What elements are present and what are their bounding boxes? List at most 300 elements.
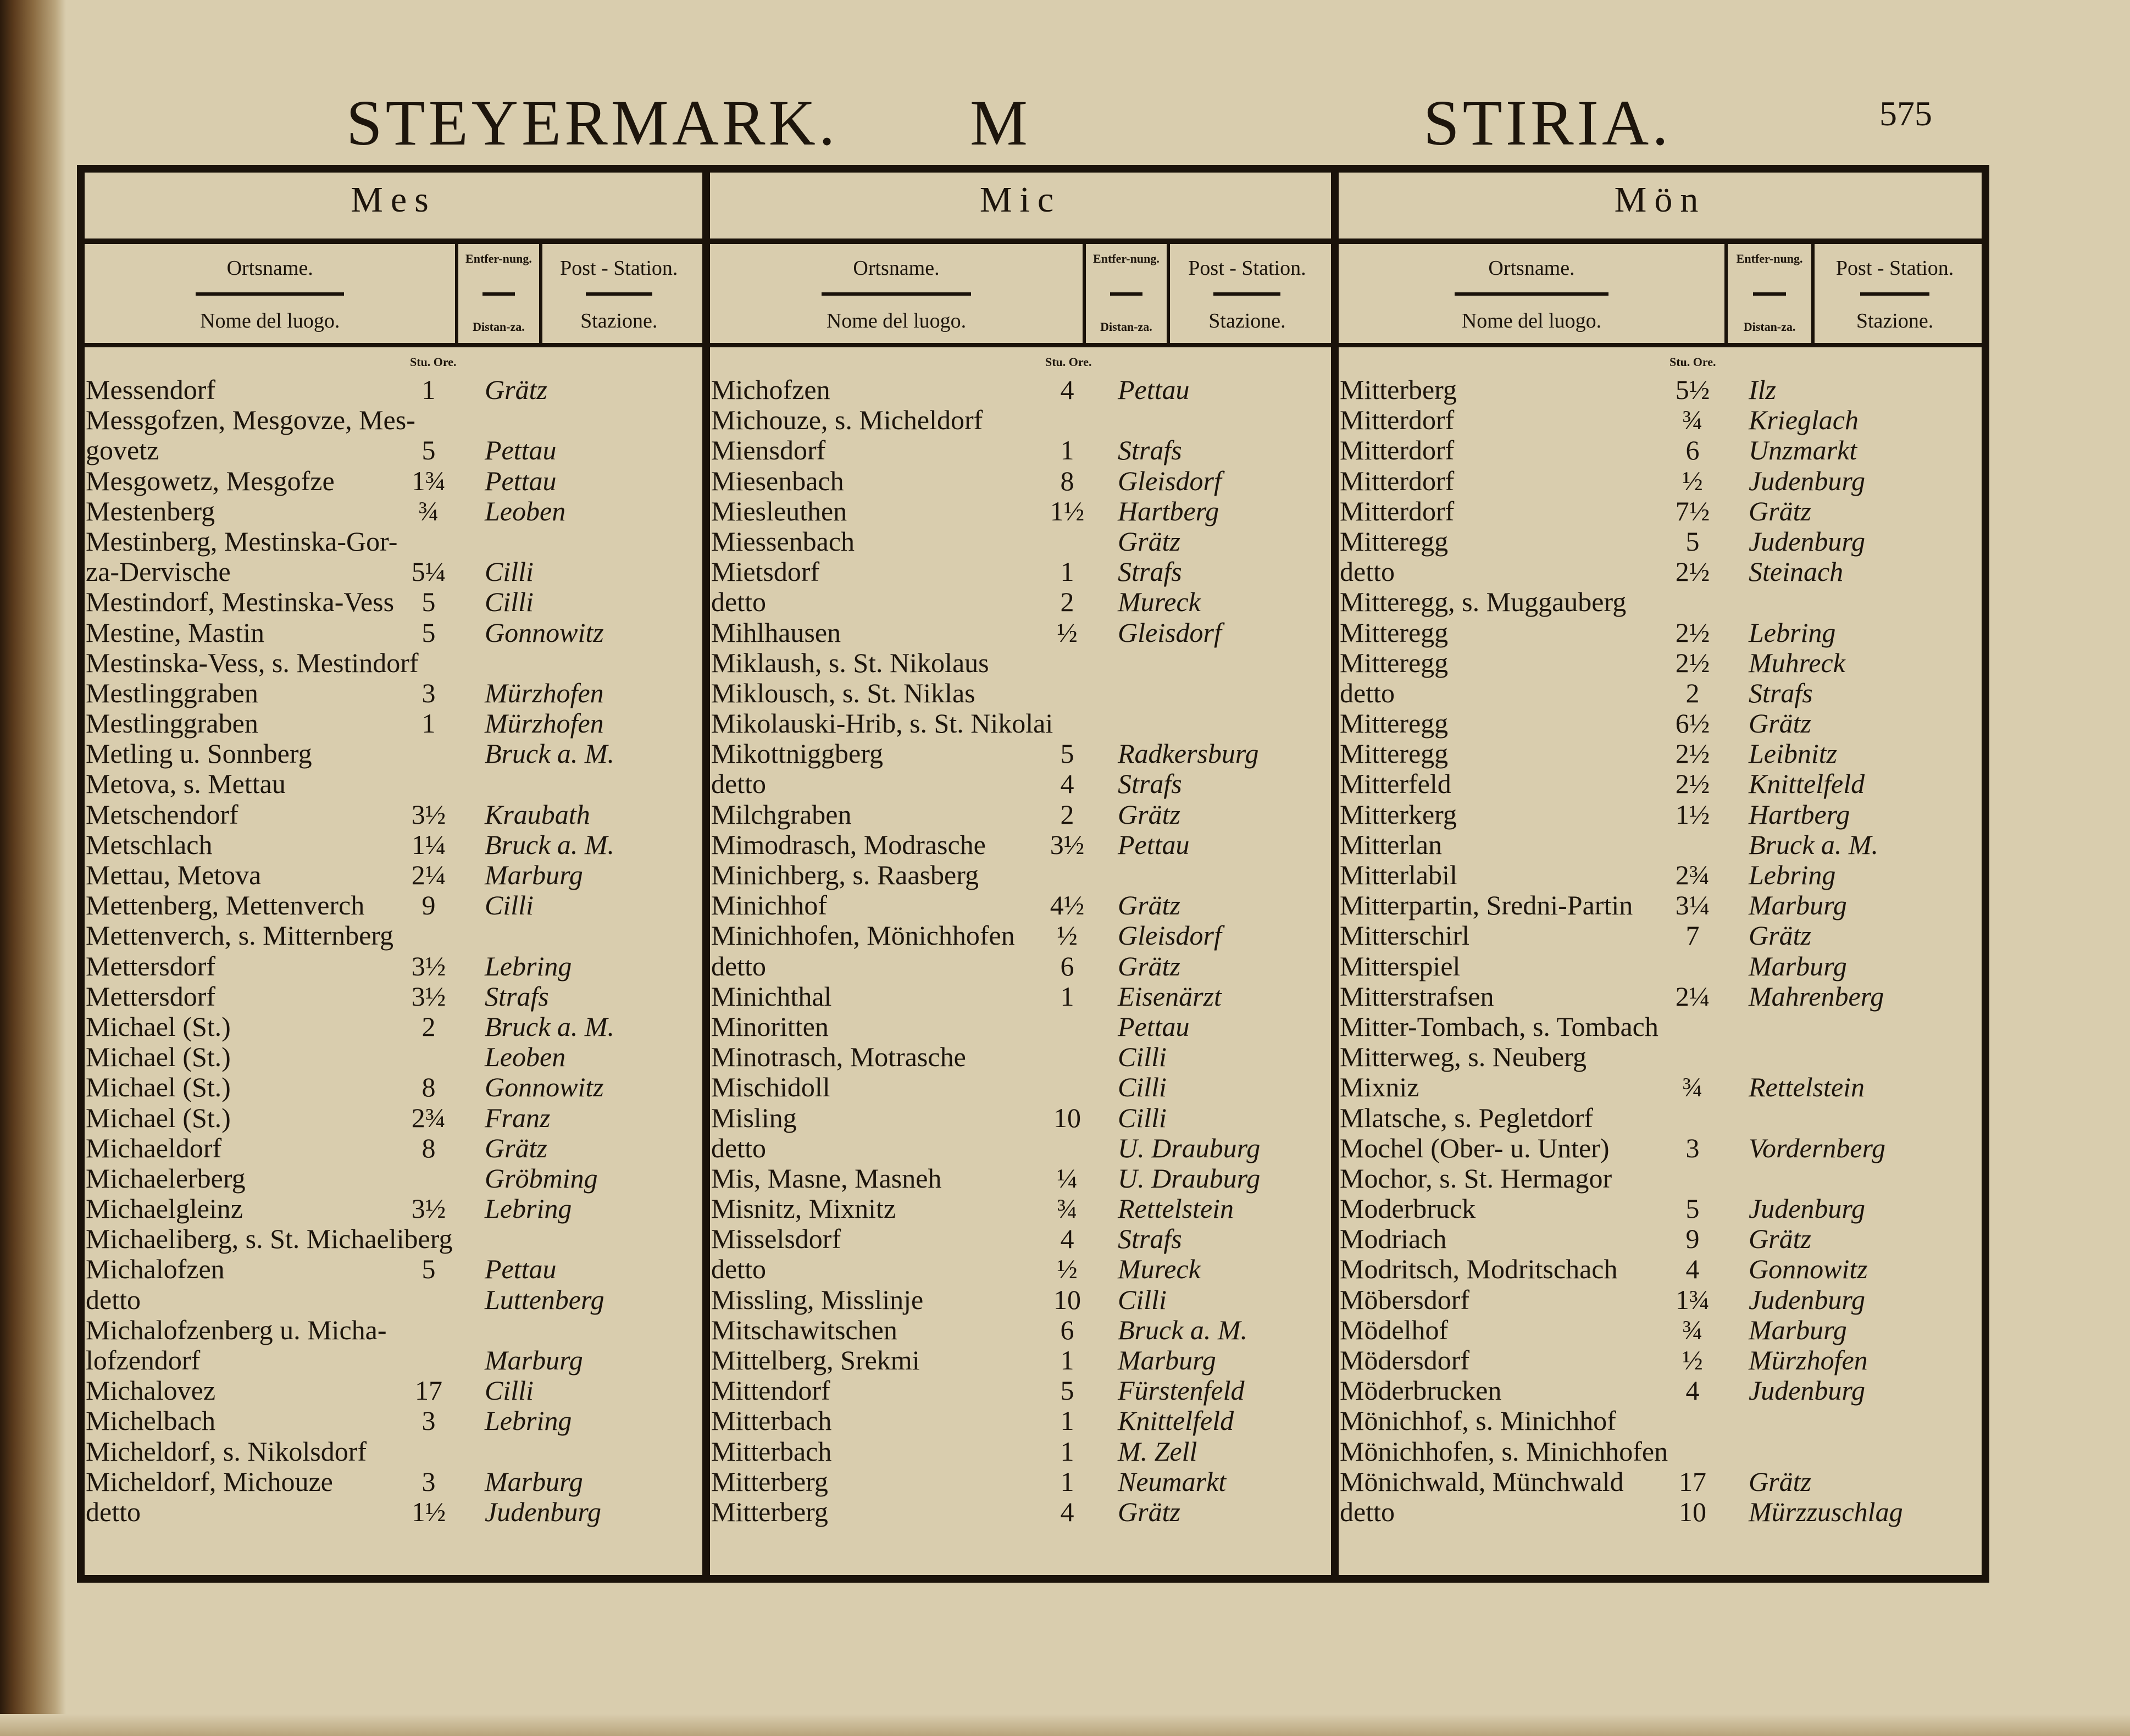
distance-value: 2 [421, 1011, 436, 1042]
place-name: Mönichhofen, s. Minichhofen [1340, 1435, 1668, 1467]
distance-value: 3½ [411, 950, 446, 981]
post-station: Cilli [485, 1375, 534, 1406]
distance-value: 3 [421, 1466, 436, 1497]
place-name: Mödersdorf [1340, 1345, 1470, 1376]
place-name: Michael (St.) [86, 1072, 231, 1103]
post-station: Marburg [485, 1466, 583, 1497]
place-name: Mönichhof, s. Minichhof [1340, 1405, 1616, 1437]
place-name: Mestinberg, Mestinska-Gor- [86, 525, 398, 557]
distance-value: 10 [1053, 1284, 1081, 1315]
place-name: Modritsch, Modritschach [1340, 1254, 1618, 1285]
table-header [1339, 239, 1982, 347]
post-station: Pettau [1118, 1011, 1190, 1042]
place-name: Mixniz [1340, 1072, 1419, 1103]
table-row [85, 708, 702, 739]
place-name: Mischidoll [711, 1072, 830, 1103]
place-name: detto [1340, 677, 1395, 708]
post-station: Lebring [485, 1405, 572, 1437]
table-row [1339, 951, 1982, 981]
post-station: Gonnowitz [1749, 1254, 1868, 1285]
place-name: Mimodrasch, Modrasche [711, 829, 986, 860]
distance-value: 2½ [1675, 617, 1710, 648]
distance-value: 1½ [1050, 495, 1085, 526]
place-name: Miensdorf [711, 435, 826, 466]
place-name: Michouze, s. Micheldorf [711, 404, 983, 436]
distance-value: 6 [1685, 435, 1700, 466]
table-row [85, 526, 702, 557]
place-name: Modriach [1340, 1223, 1447, 1255]
distance-value: 5 [421, 617, 436, 648]
place-name: Mlatsche, s. Pegletdorf [1340, 1102, 1594, 1133]
table-row [710, 951, 1331, 981]
place-name: Micheldorf, Michouze [86, 1466, 333, 1497]
unit-label: Stu. Ore. [410, 355, 457, 369]
post-station: Bruck a. M. [1118, 1314, 1248, 1345]
table-row [710, 1406, 1331, 1436]
unit-label-row [710, 347, 1331, 375]
distance-value: 2¼ [411, 859, 446, 890]
distance-value: 1 [1060, 1435, 1074, 1467]
post-station: Cilli [1118, 1072, 1167, 1103]
header-dist-it: Distan-za. [473, 320, 525, 334]
distance-value: 4 [1060, 1223, 1074, 1255]
table-row [85, 951, 702, 981]
post-station: Strafs [1118, 556, 1182, 587]
table-row [1339, 1194, 1982, 1224]
table-row [710, 739, 1331, 769]
distance-value: 4 [1685, 1375, 1700, 1406]
post-station: Lebring [1749, 859, 1836, 890]
post-station: Lebring [1749, 617, 1836, 648]
distance-value: 3 [421, 677, 436, 708]
header-divider [1455, 292, 1609, 296]
place-name: Milchgraben [711, 798, 852, 830]
table-row [710, 435, 1331, 465]
table-row [710, 1072, 1331, 1102]
book-binding [0, 0, 66, 1736]
table-row [85, 830, 702, 860]
table-row [1339, 1072, 1982, 1102]
place-name: Miklousch, s. St. Niklas [711, 677, 975, 708]
table-row [1339, 1103, 1982, 1133]
post-station: Marburg [485, 859, 583, 890]
post-station: Mureck [1118, 586, 1201, 618]
post-station: Marburg [1749, 950, 1847, 981]
distance-value: 4½ [1050, 890, 1085, 921]
post-station: Bruck a. M. [1749, 829, 1879, 860]
post-station: Leoben [485, 495, 566, 526]
table-row [1339, 618, 1982, 648]
table-row [85, 1224, 702, 1254]
table-row [85, 618, 702, 648]
header-divider [822, 292, 970, 296]
table-row [710, 466, 1331, 496]
post-station: Bruck a. M. [485, 738, 615, 769]
entries-list [85, 375, 702, 1527]
distance-value: 6 [1060, 950, 1074, 981]
place-name: Messgofzen, Mesgovze, Mes- [86, 404, 415, 436]
header-name-de: Ortsname. [1488, 257, 1575, 280]
header-divider [1753, 292, 1787, 296]
table-row [85, 860, 702, 890]
table-row [1339, 1042, 1982, 1072]
post-station: Cilli [1118, 1284, 1167, 1315]
place-name: Metschendorf [86, 798, 238, 830]
table-row [85, 375, 702, 405]
place-name: Mönichwald, Münchwald [1340, 1466, 1624, 1497]
place-name: Mitterlan [1340, 829, 1443, 860]
table-row [85, 587, 702, 617]
table-row [85, 1133, 702, 1163]
header-distance [1083, 244, 1170, 343]
post-station: Hartberg [1118, 495, 1219, 526]
post-station: Pettau [1118, 829, 1190, 860]
place-name: Möderbrucken [1340, 1375, 1502, 1406]
distance-value: 2¾ [1675, 859, 1710, 890]
place-name: Mitteregg, s. Muggauberg [1340, 586, 1627, 618]
table-row [710, 1103, 1331, 1133]
table-row [1339, 1163, 1982, 1194]
header-post-de: Post - Station. [560, 257, 678, 280]
distance-value: 6 [1060, 1314, 1074, 1345]
distance-value: 1 [1060, 980, 1074, 1012]
table-row [1339, 860, 1982, 890]
header-divider [482, 292, 514, 296]
table-row [85, 769, 702, 799]
post-station: Fürstenfeld [1118, 1375, 1245, 1406]
table-row [85, 496, 702, 526]
distance-value: ¾ [1682, 404, 1703, 436]
place-name: Miesenbach [711, 465, 844, 496]
header-post-de: Post - Station. [1835, 257, 1954, 280]
table-row [1339, 496, 1982, 526]
column-heading: Mön [1614, 180, 1706, 220]
post-station: Bruck a. M. [485, 829, 615, 860]
header-dist-de: Entfer-nung. [465, 252, 532, 265]
place-name: lofzendorf [86, 1345, 201, 1376]
post-station: Cilli [485, 890, 534, 921]
table-row [85, 1103, 702, 1133]
column-3 [1339, 173, 1982, 1575]
table-row [85, 920, 702, 951]
place-name: Mitterdorf [1340, 465, 1455, 496]
distance-value: 3¼ [1675, 890, 1710, 921]
place-name: Mitterpartin, Sredni-Partin [1340, 890, 1633, 921]
header-post-station [1163, 244, 1331, 343]
table-row [1339, 526, 1982, 557]
table-header [85, 239, 702, 347]
post-station: Rettelstein [1749, 1072, 1865, 1103]
place-name: Metling u. Sonnberg [86, 738, 312, 769]
place-name: Mitteregg [1340, 647, 1449, 678]
table-row [1339, 830, 1982, 860]
table-row [1339, 769, 1982, 799]
table-row [85, 1254, 702, 1284]
post-station: Hartberg [1749, 798, 1850, 830]
distance-value: 2½ [1675, 647, 1710, 678]
table-row [710, 1042, 1331, 1072]
table-row [1339, 435, 1982, 465]
table-row [85, 981, 702, 1012]
entries-list [710, 375, 1331, 1527]
place-name: Misselsdorf [711, 1223, 841, 1255]
distance-value: 1 [1060, 1405, 1074, 1437]
column-heading: Mic [979, 180, 1062, 220]
distance-value: 1¾ [1675, 1284, 1710, 1315]
post-station: Strafs [1118, 435, 1182, 466]
place-name: Michalofzen [86, 1254, 225, 1285]
header-divider [196, 292, 344, 296]
place-name: Mittelberg, Srekmi [711, 1345, 920, 1376]
table-row [85, 557, 702, 587]
header-place-name [1339, 244, 1724, 343]
header-dist-it: Distan-za. [1100, 320, 1152, 334]
header-place-name [710, 244, 1083, 343]
place-name: Moderbruck [1340, 1193, 1476, 1224]
place-name: Mitteregg [1340, 738, 1449, 769]
place-name: Mitterfeld [1340, 768, 1451, 800]
table-row [85, 1406, 702, 1436]
post-station: Judenburg [1749, 465, 1865, 496]
place-name: Mitteregg [1340, 708, 1449, 739]
place-name: Mitterspiel [1340, 950, 1461, 981]
place-name: Mettenverch, s. Mitternberg [86, 920, 394, 951]
place-name: detto [711, 1132, 766, 1163]
header-dist-it: Distan-za. [1743, 320, 1796, 334]
place-name: Mochor, s. St. Hermagor [1340, 1162, 1612, 1194]
table-row [85, 1163, 702, 1194]
post-station: Marburg [1749, 890, 1847, 921]
place-name: Mitterweg, s. Neuberg [1340, 1041, 1587, 1073]
distance-value: 5 [421, 435, 436, 466]
table-row [85, 1467, 702, 1497]
post-station: Grätz [1749, 495, 1811, 526]
place-name: Minotrasch, Motrasche [711, 1041, 966, 1073]
place-name: Mettersdorf [86, 980, 216, 1012]
table-row [85, 648, 702, 678]
place-name: Michalofzenberg u. Micha- [86, 1314, 387, 1345]
place-name: Michaeldorf [86, 1132, 222, 1163]
table-row [1339, 405, 1982, 435]
table-row [85, 1072, 702, 1102]
table-row [1339, 708, 1982, 739]
distance-value: 1 [1060, 1466, 1074, 1497]
table-header [710, 239, 1331, 347]
place-name: Mitter-Tombach, s. Tombach [1340, 1011, 1658, 1042]
place-name: Minoritten [711, 1011, 829, 1042]
post-station: Grätz [1118, 525, 1180, 557]
post-station: Strafs [1118, 1223, 1182, 1255]
distance-value: 9 [421, 890, 436, 921]
place-name: Mitterbach [711, 1435, 832, 1467]
post-station: Judenburg [485, 1496, 601, 1527]
place-name: Mitteregg [1340, 525, 1449, 557]
place-name: Mettenberg, Mettenverch [86, 890, 365, 921]
post-station: Bruck a. M. [485, 1011, 615, 1042]
distance-value: 2 [1060, 586, 1074, 618]
table-row [85, 1376, 702, 1406]
distance-value: 2½ [1675, 768, 1710, 800]
table-row [1339, 648, 1982, 678]
running-title-italian: STIRIA. [1423, 87, 1672, 159]
distance-value: 3½ [1050, 829, 1085, 860]
header-name-de: Ortsname. [226, 257, 313, 280]
table-row [1339, 1467, 1982, 1497]
table-row [710, 1163, 1331, 1194]
post-station: Grätz [1749, 920, 1811, 951]
post-station: Gleisdorf [1118, 465, 1222, 496]
table-row [710, 830, 1331, 860]
distance-value: 3½ [411, 1193, 446, 1224]
post-station: Mahrenberg [1749, 980, 1884, 1012]
table-row [1339, 1437, 1982, 1467]
distance-value: 1 [421, 374, 436, 405]
table-row [710, 375, 1331, 405]
post-station: Judenburg [1749, 1375, 1865, 1406]
place-name: Mihlhausen [711, 617, 841, 648]
place-name: Mitterschirl [1340, 920, 1470, 951]
post-station: Gröbming [485, 1162, 598, 1194]
table-row [85, 1285, 702, 1315]
distance-value: 1 [421, 708, 436, 739]
distance-value: 10 [1053, 1102, 1081, 1133]
header-post-de: Post - Station. [1188, 257, 1306, 280]
post-station: Grätz [1118, 950, 1180, 981]
post-station: Gleisdorf [1118, 920, 1222, 951]
post-station: Gleisdorf [1118, 617, 1222, 648]
table-row [85, 435, 702, 465]
place-name: Mikolauski-Hrib, s. St. Nikolai [711, 708, 1053, 739]
place-name: detto [1340, 1496, 1395, 1527]
post-station: Pettau [485, 435, 557, 466]
post-station: Marburg [1118, 1345, 1216, 1376]
distance-value: ½ [1682, 465, 1703, 496]
table-row [710, 920, 1331, 951]
table-row [85, 1042, 702, 1072]
table-row [710, 648, 1331, 678]
place-name: Missling, Misslinje [711, 1284, 924, 1315]
table-row [1339, 981, 1982, 1012]
post-station: Grätz [485, 374, 547, 405]
post-station: Cilli [485, 556, 534, 587]
post-station: U. Drauburg [1118, 1132, 1261, 1163]
distance-value: 5 [1060, 738, 1074, 769]
post-station: Eisenärzt [1118, 980, 1222, 1012]
distance-value: 10 [1679, 1496, 1706, 1527]
post-station: U. Drauburg [1118, 1162, 1261, 1194]
distance-value: ½ [1057, 617, 1078, 648]
distance-value: 2¼ [1675, 980, 1710, 1012]
header-divider [1110, 292, 1142, 296]
table-row [1339, 557, 1982, 587]
post-station: Mürzzuschlag [1749, 1496, 1903, 1527]
post-station: Gonnowitz [485, 1072, 604, 1103]
table-row [710, 860, 1331, 890]
place-name: Mitschawitschen [711, 1314, 897, 1345]
place-name: Michaelgleinz [86, 1193, 243, 1224]
header-divider [1860, 292, 1929, 296]
post-station: Knittelfeld [1118, 1405, 1234, 1437]
post-station: Steinach [1749, 556, 1844, 587]
distance-value: 3 [421, 1405, 436, 1437]
place-name: Messendorf [86, 374, 216, 405]
header-post-it: Stazione. [1208, 309, 1286, 332]
place-name: Michaeliberg, s. St. Michaeliberg [86, 1223, 453, 1255]
post-station: Kraubath [485, 798, 590, 830]
place-name: Micheldorf, s. Nikolsdorf [86, 1435, 367, 1467]
post-station: M. Zell [1118, 1435, 1197, 1467]
distance-value: ¾ [1057, 1193, 1078, 1224]
header-divider [1213, 292, 1280, 296]
distance-value: 5 [421, 1254, 436, 1285]
post-station: Strafs [1118, 768, 1182, 800]
post-station: Lebring [485, 950, 572, 981]
table-row [85, 1437, 702, 1467]
distance-value: 2½ [1675, 738, 1710, 769]
table-row [710, 1497, 1331, 1527]
post-station: Muhreck [1749, 647, 1845, 678]
post-station: Mürzhofen [485, 708, 604, 739]
post-station: Knittelfeld [1749, 768, 1865, 800]
table-row [1339, 587, 1982, 617]
place-name: Mödelhof [1340, 1314, 1449, 1345]
table-row [1339, 1345, 1982, 1376]
header-place-name [85, 244, 455, 343]
post-station: Judenburg [1749, 1284, 1865, 1315]
place-name: Michael (St.) [86, 1041, 231, 1073]
post-station: Grätz [485, 1132, 547, 1163]
place-name: detto [711, 950, 766, 981]
table-row [85, 405, 702, 435]
table-row [710, 557, 1331, 587]
post-station: Neumarkt [1118, 1466, 1227, 1497]
post-station: Marburg [1749, 1314, 1847, 1345]
table-row [710, 496, 1331, 526]
table-row [1339, 1012, 1982, 1042]
place-name: Mestine, Mastin [86, 617, 264, 648]
place-name: Misling [711, 1102, 797, 1133]
distance-value: 8 [421, 1072, 436, 1103]
place-name: Mittendorf [711, 1375, 830, 1406]
post-station: Cilli [485, 586, 534, 618]
table-row [710, 1285, 1331, 1315]
header-distance [1724, 244, 1815, 343]
distance-value: 17 [1679, 1466, 1706, 1497]
post-station: Leibnitz [1749, 738, 1838, 769]
place-name: Mitterberg [1340, 374, 1457, 405]
distance-value: 8 [421, 1132, 436, 1163]
place-name: Mitterkerg [1340, 798, 1457, 830]
place-name: Minichhofen, Mönichhofen [711, 920, 1015, 951]
table-row [85, 1194, 702, 1224]
post-station: Mürzhofen [1749, 1345, 1868, 1376]
header-name-it: Nome del luogo. [826, 309, 967, 332]
header-divider [586, 292, 652, 296]
post-station: Luttenberg [485, 1284, 604, 1315]
distance-value: 2½ [1675, 556, 1710, 587]
place-name: Mesgowetz, Mesgofze [86, 465, 335, 496]
table-row [710, 1437, 1331, 1467]
page-edge [0, 1714, 2130, 1736]
table-row [710, 587, 1331, 617]
place-name: Miesleuthen [711, 495, 847, 526]
distance-value: 5 [421, 586, 436, 618]
table-row [1339, 375, 1982, 405]
distance-value: ½ [1682, 1345, 1703, 1376]
place-name: Mietsdorf [711, 556, 820, 587]
place-name: Mitterberg [711, 1466, 828, 1497]
table-row [1339, 1133, 1982, 1163]
